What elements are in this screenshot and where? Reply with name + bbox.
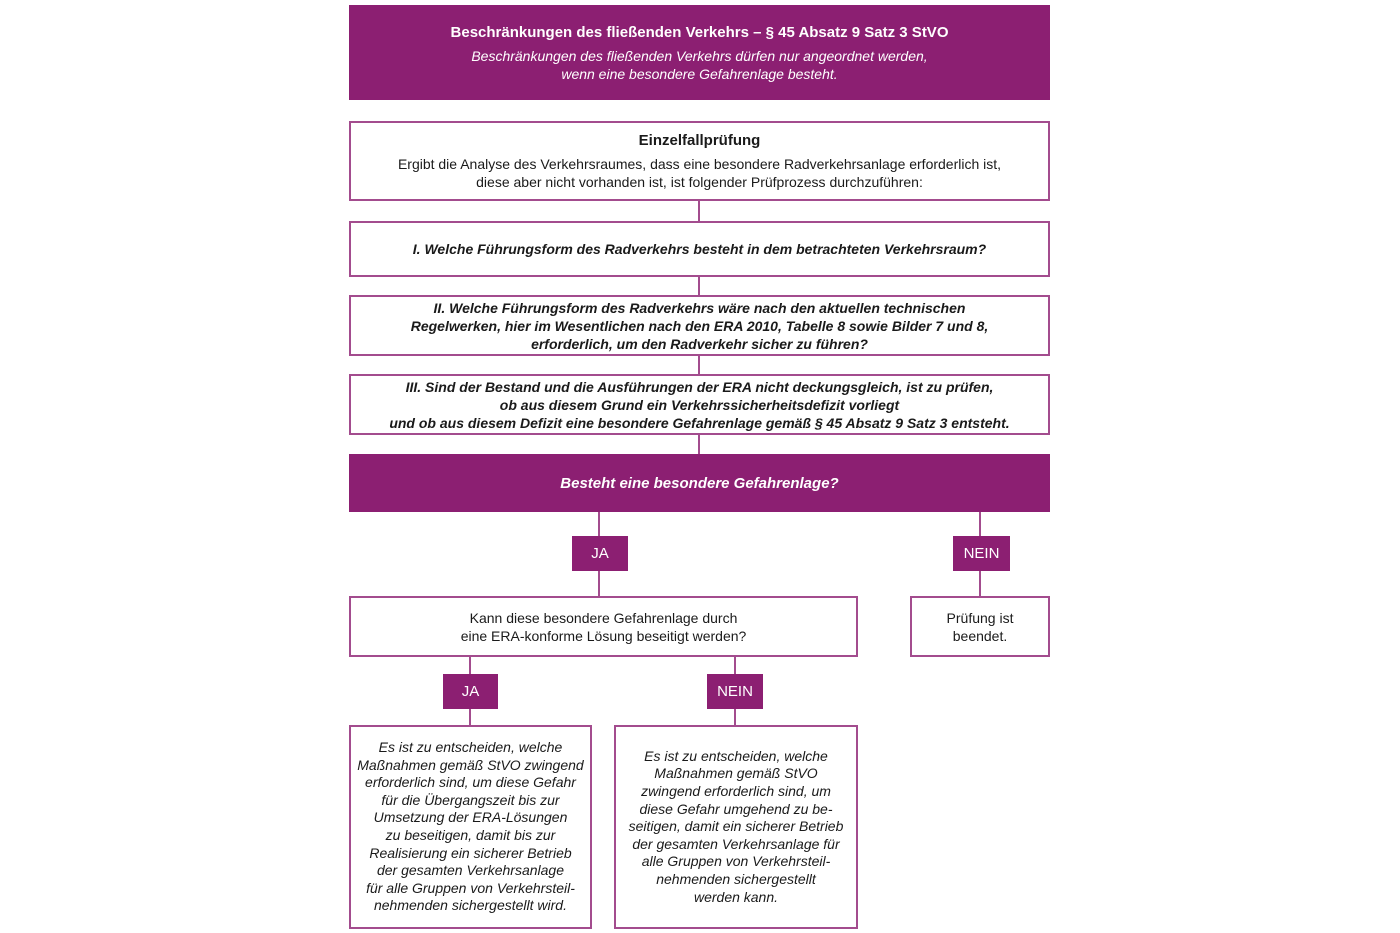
connector <box>598 512 600 536</box>
connector <box>598 571 600 596</box>
step-1-text: I. Welche Führungsform des Radverkehrs besteht in dem betrachteten Verkehrsraum? <box>412 241 987 257</box>
end-box-text: Prüfung ist beendet. <box>946 609 1014 644</box>
connector <box>698 435 700 454</box>
decision-1-no-badge: NEIN <box>953 536 1010 571</box>
einzelfall-body: Ergibt die Analyse des Verkehrsraumes, dass eine besondere Radverkehrsanlage erforderlich ist, diese aber nicht vorhanden ist, ist folgender Prüfprozess durchzuführen: <box>397 156 1002 190</box>
connector <box>734 657 736 674</box>
decision-era-box <box>349 596 858 657</box>
step-3-box <box>349 374 1050 435</box>
connector <box>698 277 700 295</box>
einzelfall-title: Einzelfallprüfung <box>638 132 761 149</box>
connector <box>469 657 471 674</box>
decision-2-no-badge: NEIN <box>707 674 763 709</box>
connector <box>698 356 700 374</box>
header-subtitle: Beschränkungen des fließenden Verkehrs dürfen nur angeordnet werden, wenn eine besondere Gefahrenlage besteht. <box>471 47 928 82</box>
connector <box>734 709 736 725</box>
header-box <box>349 5 1050 100</box>
decision-2-yes-badge: JA <box>443 674 498 709</box>
connector <box>979 512 981 536</box>
step-3-text: III. Sind der Bestand und die Ausführungen der ERA nicht deckungsgleich, ist zu prüfen, ob aus diesem Grund ein Verkehrssicherheitsdefizit vorliegt und ob aus diesem Defizit eine besondere Gefahrenlage gemäß § 45 Absatz 9 Satz 3 entsteht. <box>389 378 1010 431</box>
connector <box>979 571 981 596</box>
outcome-yes-box <box>349 725 592 929</box>
decision-era-question: Kann diese besondere Gefahrenlage durch eine ERA-konforme Lösung beseitigt werden? <box>460 609 747 644</box>
outcome-yes-text: Es ist zu entscheiden, welche Maßnahmen gemäß StVO zwingend erforderlich sind, um diese Gefahr für die Übergangszeit bis zur Umsetzung der ERA-Lösungen zu beseitigen, damit bis zur Realisierung ein sicherer Betrieb der gesamten Verkehrsanlage für alle Gruppen von Verkehrsteil- nehmenden sichergestellt wird. <box>357 739 584 914</box>
header-title: Beschränkungen des fließenden Verkehrs – § 45 Absatz 9 Satz 3 StVO <box>450 23 949 41</box>
step-2-box <box>349 295 1050 356</box>
decision-1-yes-badge: JA <box>572 536 628 571</box>
decision-gefahrenlage-box <box>349 454 1050 512</box>
decision-gefahrenlage-question: Besteht eine besondere Gefahrenlage? <box>560 474 839 492</box>
connector <box>469 709 471 725</box>
outcome-no-text: Es ist zu entscheiden, welche Maßnahmen gemäß StVO zwingend erforderlich sind, um diese Gefahr umgehend zu be- seitigen, damit ein sicherer Betrieb der gesamten Verkehrsanlage für alle Gruppen von Verkehrsteil- nehmenden sichergestellt werden kann. <box>628 747 844 905</box>
step-2-text: II. Welche Führungsform des Radverkehrs wäre nach den aktuellen technischen Regelwerken, hier im Wesentlichen nach den ERA 2010, Tabelle 8 sowie Bilder 7 und 8, erforderlich, um den Radverkehr sicher zu führen? <box>410 299 989 352</box>
einzelfall-box <box>349 121 1050 201</box>
end-box <box>910 596 1050 657</box>
connector <box>698 201 700 221</box>
step-1-box <box>349 221 1050 277</box>
outcome-no-box <box>614 725 858 929</box>
